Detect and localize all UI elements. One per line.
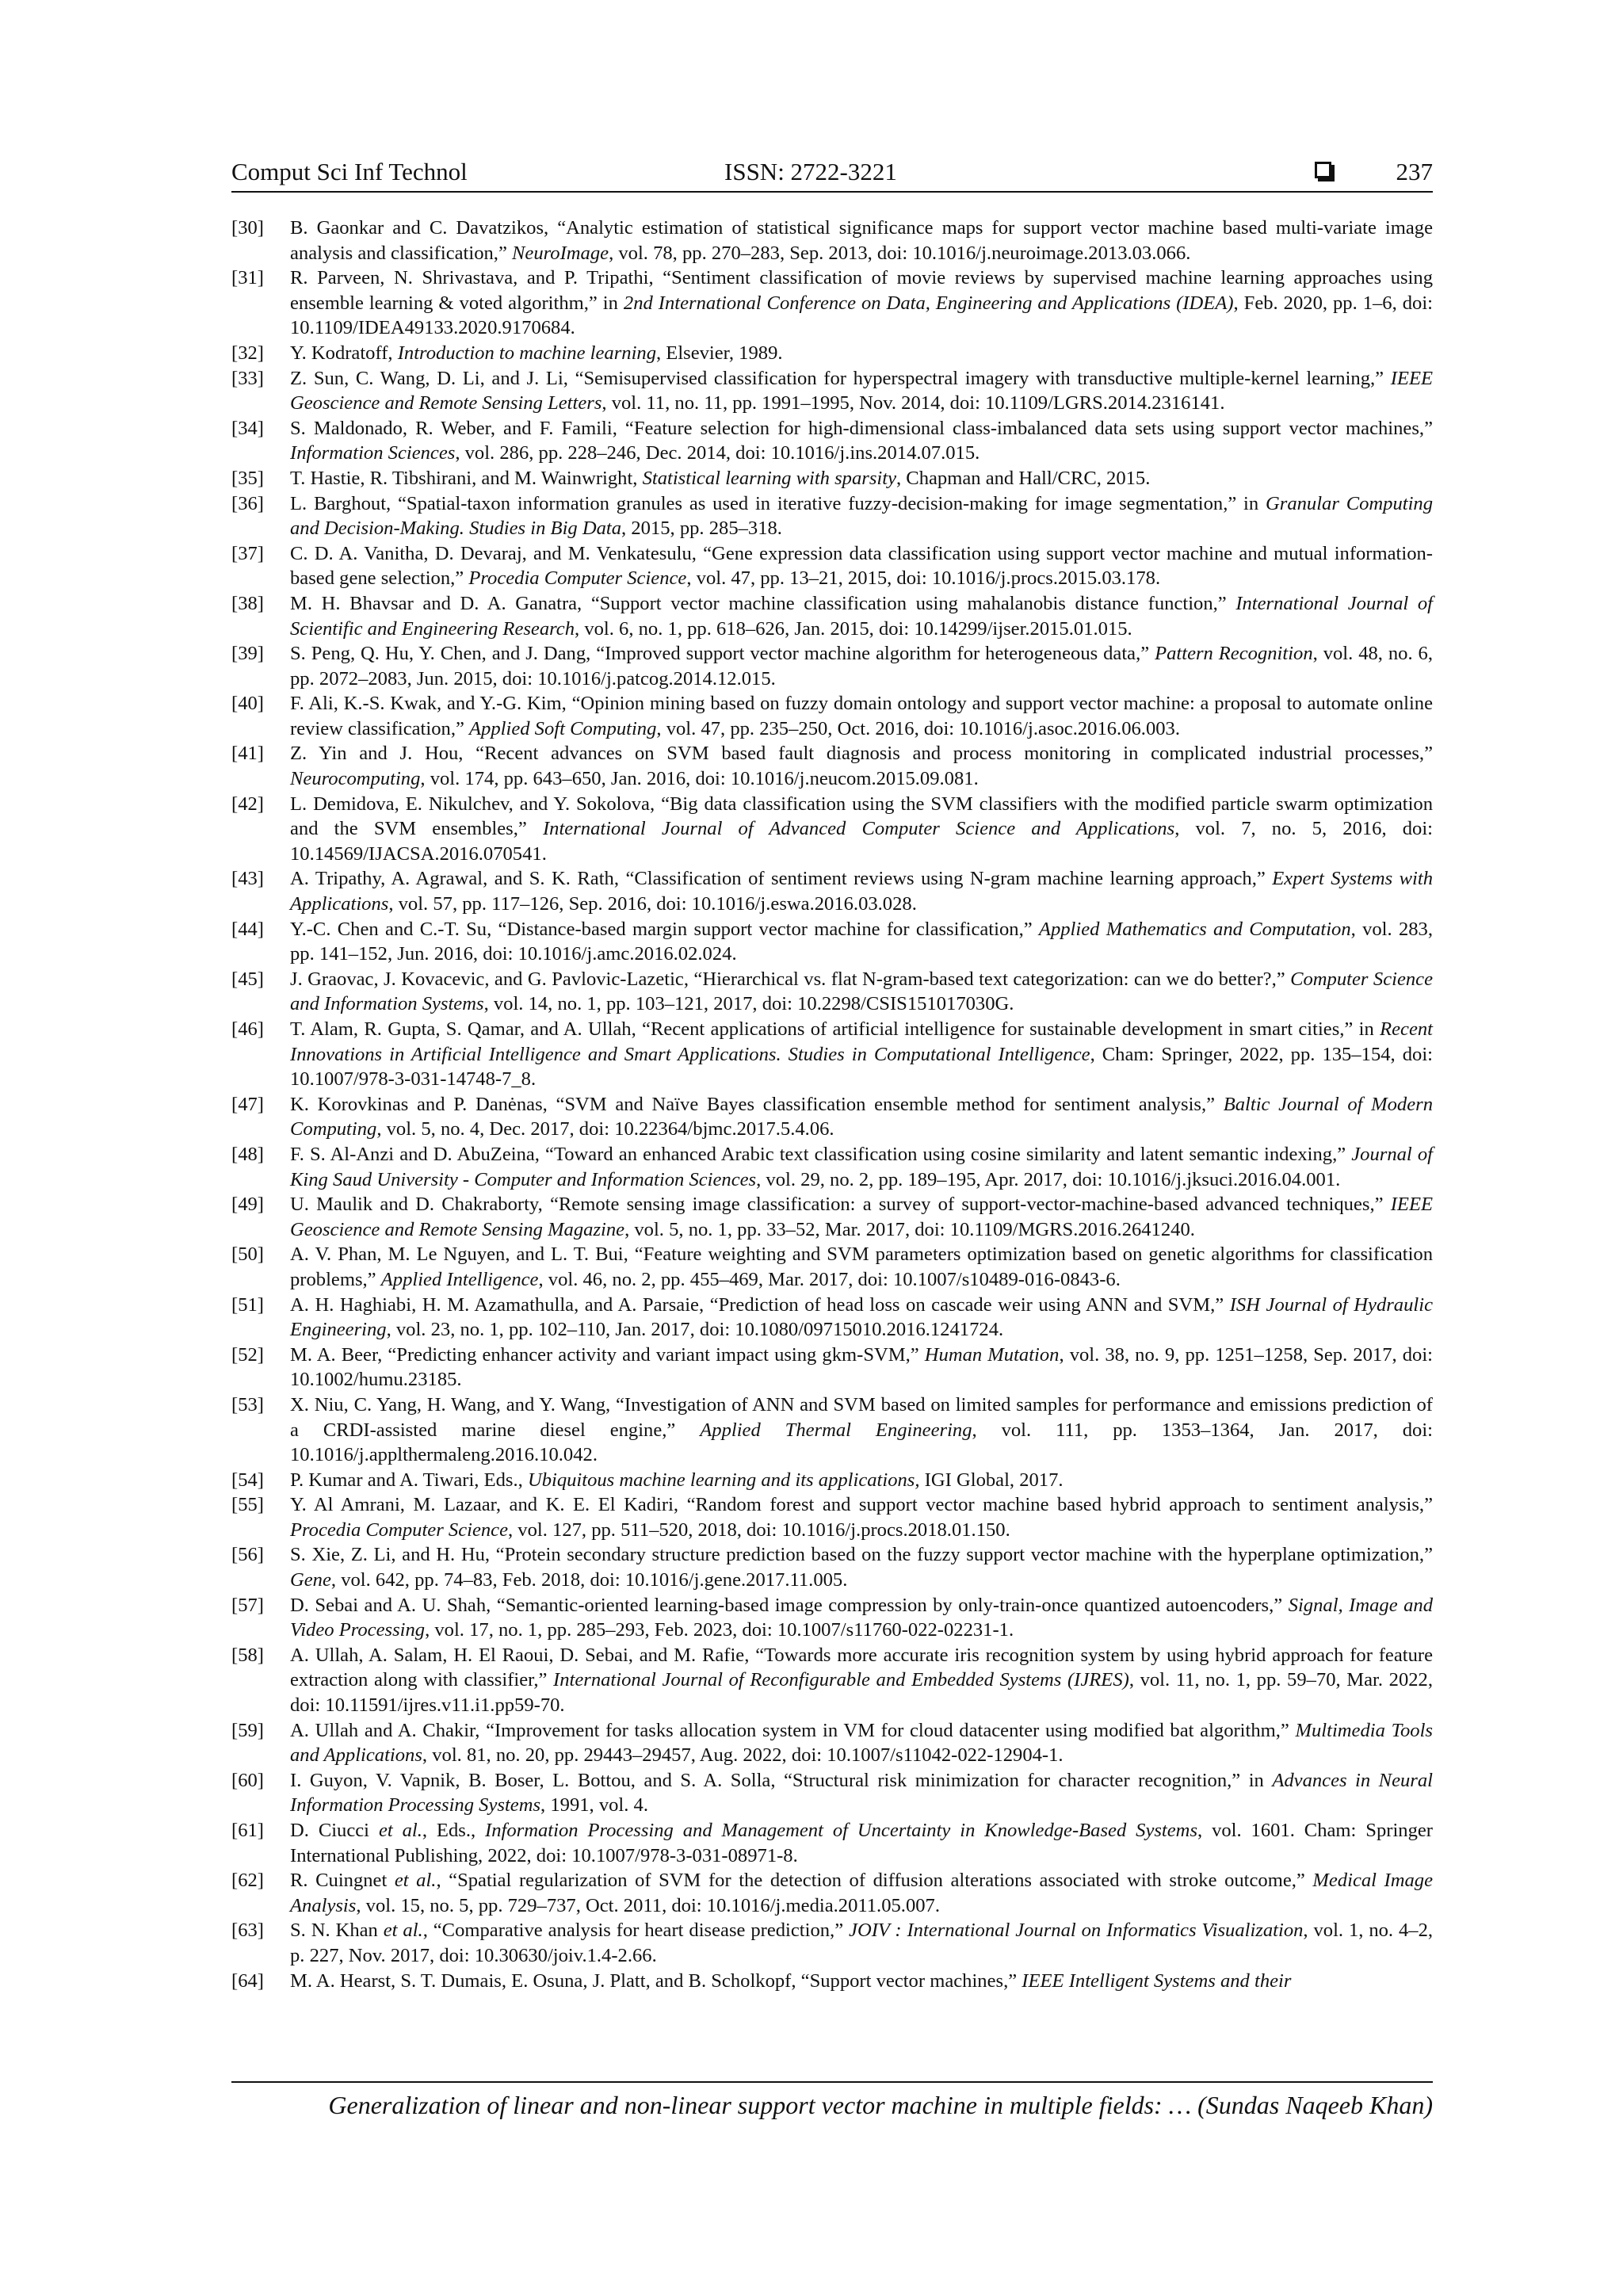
reference-text [290,541,1433,591]
reference-segment: Y. Al Amrani, M. Lazaar, and K. E. El Kadiri, “Random forest and support vector machine based hybrid approach to sentiment analysis,” [290,1494,1433,1516]
reference-item [231,741,1433,791]
reference-text [290,866,1433,916]
reference-number: [64] [231,1969,264,1992]
reference-text [290,266,1433,341]
reference-italic-segment: NeuroImage [512,242,609,264]
reference-segment: K. Korovkinas and P. Danėnas, “SVM and Naïve Bayes classification ensemble method for sentiment analysis,” [290,1093,1224,1115]
reference-italic-segment: Applied Mathematics and Computation [1038,918,1351,940]
reference-number: [48] [231,1143,264,1165]
reference-segment: , vol. 46, no. 2, pp. 455–469, Mar. 2017, doi: 10.1007/s10489-016-0843-6. [538,1268,1121,1290]
reference-segment: , vol. 7, no. 5, 2016, doi: 10.14569/IJACSA.2016.070541. [290,818,1434,865]
reference-item [231,792,1433,867]
reference-segment: , vol. 642, pp. 74–83, Feb. 2018, doi: 10.1016/j.gene.2017.11.005. [330,1569,848,1591]
reference-number: [37] [231,542,264,564]
reference-number: [47] [231,1093,264,1115]
reference-number: [45] [231,968,264,990]
reference-italic-segment: Medical Image Analysis [290,1870,1434,1916]
reference-segment: , vol. 5, no. 4, Dec. 2017, doi: 10.22364/bjmc.2017.5.4.06. [376,1118,834,1140]
reference-segment: , Elsevier, 1989. [656,342,783,364]
reference-text [290,1392,1433,1468]
reference-italic-segment: Pattern Recognition [1155,643,1313,665]
reference-segment: , vol. 29, no. 2, pp. 189–195, Apr. 2017, doi: 10.1016/j.jksuci.2016.04.001. [756,1168,1341,1190]
reference-item [231,641,1433,691]
reference-segment: , vol. 11, no. 11, pp. 1991–1995, Nov. 2014, doi: 10.1109/LGRS.2014.2316141. [601,392,1225,415]
reference-number: [35] [231,467,264,489]
reference-number: [49] [231,1194,264,1216]
reference-segment: S. Xie, Z. Li, and H. Hu, “Protein secondary structure prediction based on the fuzzy support vector machine with the hyperplane optimization,” [290,1544,1433,1566]
reference-segment: A. H. Haghiabi, H. M. Azamathulla, and A. Parsaie, “Prediction of head loss on cascade weir using ANN and SVM,” [290,1293,1230,1316]
reference-italic-segment: Procedia Computer Science [290,1519,508,1541]
reference-text [290,1142,1433,1192]
reference-italic-segment: 2nd International Conference on Data, Engineering and Applications (IDEA) [623,292,1234,314]
reference-text [290,1718,1433,1768]
reference-segment: , “Comparative analysis for heart disease prediction,” [422,1920,850,1942]
reference-italic-segment: et al. [383,1920,423,1942]
reference-text [290,491,1433,541]
reference-number: [41] [231,743,264,765]
reference-text [290,1969,1433,1994]
running-footer: Generalization of linear and non-linear support vector machine in multiple fields: … (Sundas Naqeeb Khan) [328,2091,1433,2119]
reference-item [231,266,1433,341]
reference-italic-segment: Introduction to machine learning [397,342,656,364]
reference-item [231,366,1433,416]
reference-segment: , vol. 14, no. 1, pp. 103–121, 2017, doi: 10.2298/CSIS151017030G. [483,993,1014,1015]
reference-item [231,491,1433,541]
reference-item [231,1142,1433,1192]
reference-italic-segment: et al. [378,1820,422,1841]
reference-segment: L. Demidova, E. Nikulchev, and Y. Sokolova, “Big data classification using the SVM classifiers with the modified particle swarm optimization and the SVM ensembles,” [290,793,1433,840]
reference-italic-segment: Applied Intelligence [380,1268,539,1290]
reference-text [290,1492,1433,1542]
reference-italic-segment: JOIV : International Journal on Informatics Visualization [849,1920,1304,1942]
reference-text [290,1593,1433,1643]
reference-segment: R. Cuingnet [290,1870,395,1892]
reference-segment: , vol. 15, no. 5, pp. 729–737, Oct. 2011, doi: 10.1016/j.media.2011.05.007. [356,1894,940,1916]
reference-italic-segment: et al. [394,1870,437,1892]
reference-segment: , vol. 286, pp. 228–246, Dec. 2014, doi: 10.1016/j.ins.2014.07.015. [455,442,980,464]
reference-italic-segment: Advances in Neural Information Processing Systems [290,1769,1433,1817]
reference-italic-segment: Human Mutation [924,1343,1060,1366]
reference-italic-segment: Recent Innovations in Artificial Intelligence and Smart Applications. Studies in Computational Intelligence [290,1018,1433,1065]
journal-name: Comput Sci Inf Technol [231,158,468,185]
reference-item [231,866,1433,916]
reference-item [231,1293,1433,1343]
reference-segment: , vol. 5, no. 1, pp. 33–52, Mar. 2017, doi: 10.1109/MGRS.2016.2641240. [624,1218,1195,1240]
reference-segment: , vol. 6, no. 1, pp. 618–626, Jan. 2015, doi: 10.14299/ijser.2015.01.015. [575,617,1132,640]
reference-segment: , 1991, vol. 4. [540,1794,648,1817]
reference-text [290,366,1433,416]
reference-number: [33] [231,367,264,389]
reference-number: [58] [231,1644,264,1666]
reference-text [290,641,1433,691]
reference-text [290,1192,1433,1242]
reference-italic-segment: Gene [290,1569,331,1591]
reference-segment: D. Sebai and A. U. Shah, “Semantic-oriented learning-based image compression by only-train-once quantized autoencoders,” [290,1594,1289,1616]
reference-list [231,216,1433,1993]
reference-segment: , vol. 81, no. 20, pp. 29443–29457, Aug. 2022, doi: 10.1007/s11042-022-12904-1. [422,1744,1064,1767]
reference-segment: M. A. Hearst, S. T. Dumais, E. Osuna, J. Platt, and B. Scholkopf, “Support vector machines,” [290,1969,1022,1992]
reference-italic-segment: Procedia Computer Science [468,567,687,590]
reference-text [290,967,1433,1017]
reference-text [290,216,1433,266]
square-bullet-icon [1315,162,1331,178]
reference-text [290,917,1433,967]
reference-segment: T. Hastie, R. Tibshirani, and M. Wainwright, [290,467,643,489]
reference-italic-segment: Applied Soft Computing [469,717,657,739]
issn: ISSN: 2722-3221 [724,158,897,185]
reference-segment: Y. Kodratoff, [290,342,398,364]
reference-number: [53] [231,1393,264,1415]
reference-segment: A. Ullah, A. Salam, H. El Raoui, D. Sebai, and M. Rafie, “Towards more accurate iris recognition system by using hybrid approach for feature extraction along with classifier,” [290,1644,1433,1691]
reference-item [231,1392,1433,1468]
reference-text [290,1242,1433,1292]
reference-item [231,216,1433,266]
reference-segment: , vol. 283, pp. 141–152, Jun. 2016, doi: 10.1016/j.amc.2016.02.024. [290,918,1433,965]
reference-item [231,967,1433,1017]
reference-text [290,1818,1433,1868]
reference-number: [42] [231,793,264,815]
reference-item [231,1818,1433,1868]
reference-segment: , Eds., [422,1820,486,1841]
reference-italic-segment: Information Sciences [290,442,456,464]
reference-item [231,1468,1433,1493]
reference-segment: C. D. A. Vanitha, D. Devaraj, and M. Venkatesulu, “Gene expression data classification using support vector machine and mutual information-based gene selection,” [290,542,1433,590]
reference-segment: , vol. 47, pp. 13–21, 2015, doi: 10.1016/j.procs.2015.03.178. [686,567,1161,590]
reference-segment: , vol. 11, no. 1, pp. 59–70, Mar. 2022, doi: 10.11591/ijres.v11.i1.pp59-70. [290,1669,1433,1717]
reference-italic-segment: International Journal of Advanced Computer Science and Applications [542,818,1175,840]
reference-segment: Z. Yin and J. Hou, “Recent advances on SVM based fault diagnosis and process monitoring in complicated industrial processes,” [290,743,1433,765]
reference-segment: S. Maldonado, R. Weber, and F. Famili, “Feature selection for high-dimensional class-imbalanced data sets using support vector machines,” [290,417,1433,439]
reference-number: [30] [231,217,264,239]
reference-text [290,341,1433,366]
reference-segment: Y.-C. Chen and C.-T. Su, “Distance-based margin support vector machine for classification,” [290,918,1039,940]
reference-segment: F. S. Al-Anzi and D. AbuZeina, “Toward an enhanced Arabic text classification using cosine similarity and latent semantic indexing,” [290,1143,1352,1165]
reference-segment: , vol. 48, no. 6, pp. 2072–2083, Jun. 2015, doi: 10.1016/j.patcog.2014.12.015. [290,643,1434,690]
reference-segment: , Feb. 2020, pp. 1–6, doi: 10.1109/IDEA49133.2020.9170684. [290,292,1433,339]
reference-segment: M. A. Beer, “Predicting enhancer activity and variant impact using gkm-SVM,” [290,1343,925,1366]
reference-segment: Z. Sun, C. Wang, D. Li, and J. Li, “Semisupervised classification for hyperspectral imagery with transductive multiple-kernel learning,” [290,367,1391,389]
reference-segment: , vol. 47, pp. 235–250, Oct. 2016, doi: 10.1016/j.asoc.2016.06.003. [656,717,1180,739]
reference-segment: , Cham: Springer, 2022, pp. 135–154, doi: 10.1007/978-3-031-14748-7_8. [290,1043,1433,1091]
reference-item [231,1343,1433,1392]
reference-text [290,1868,1433,1918]
reference-italic-segment: ISH Journal of Hydraulic Engineering [290,1293,1433,1341]
reference-segment: T. Alam, R. Gupta, S. Qamar, and A. Ullah, “Recent applications of artificial intelligence for sustainable development in smart cities,” in [290,1018,1381,1040]
reference-text [290,741,1433,791]
reference-item [231,1242,1433,1292]
reference-segment: , vol. 17, no. 1, pp. 285–293, Feb. 2023, doi: 10.1007/s11760-022-02231-1. [425,1619,1014,1641]
reference-segment: I. Guyon, V. Vapnik, B. Boser, L. Bottou, and S. A. Solla, “Structural risk minimization for character recognition,” in [290,1769,1273,1791]
reference-number: [60] [231,1769,264,1791]
reference-italic-segment: Applied Thermal Engineering [700,1419,972,1441]
reference-text [290,591,1433,641]
reference-segment: F. Ali, K.-S. Kwak, and Y.-G. Kim, “Opinion mining based on fuzzy domain ontology and support vector machine: a proposal to automate online review classification,” [290,693,1433,739]
reference-item [231,691,1433,741]
reference-segment: , vol. 38, no. 9, pp. 1251–1258, Sep. 2017, doi: 10.1002/humu.23185. [290,1343,1434,1391]
reference-italic-segment: Information Processing and Management of Uncertainty in Knowledge-Based Systems [485,1820,1198,1841]
page-number: 237 [1396,158,1433,185]
reference-text [290,1293,1433,1343]
reference-item [231,1542,1433,1592]
reference-segment: J. Graovac, J. Kovacevic, and G. Pavlovic-Lazetic, “Hierarchical vs. flat N-gram-based text categorization: can we do better?,” [290,968,1291,990]
reference-text [290,1343,1433,1392]
reference-text [290,1643,1433,1718]
reference-segment: S. Peng, Q. Hu, Y. Chen, and J. Dang, “Improved support vector machine algorithm for heterogeneous data,” [290,643,1155,665]
reference-segment: , vol. 127, pp. 511–520, 2018, doi: 10.1016/j.procs.2018.01.150. [508,1519,1010,1541]
reference-segment: B. Gaonkar and C. Davatzikos, “Analytic estimation of statistical significance maps for support vector machine based multi-variate image analysis and classification,” [290,217,1433,264]
reference-segment: IGI Global, 2017. [919,1469,1064,1491]
reference-italic-segment: IEEE Intelligent Systems and their [1022,1969,1292,1992]
reference-segment: X. Niu, C. Yang, H. Wang, and Y. Wang, “Investigation of ANN and SVM based on limited samples for performance and emissions prediction of a CRDI-assisted marine diesel engine,” [290,1393,1433,1441]
reference-number: [34] [231,417,264,439]
footer-rule [231,2081,1433,2083]
reference-item [231,1969,1433,1994]
reference-item [231,1092,1433,1142]
reference-segment: , vol. 57, pp. 117–126, Sep. 2016, doi: 10.1016/j.eswa.2016.03.028. [388,893,917,915]
reference-segment: , vol. 111, pp. 1353–1364, Jan. 2017, doi: 10.1016/j.applthermaleng.2016.10.042. [290,1419,1433,1466]
reference-segment: , vol. 1, no. 4–2, p. 227, Nov. 2017, doi: 10.30630/joiv.1.4-2.66. [290,1920,1434,1966]
reference-item [231,1492,1433,1542]
reference-italic-segment: Computer Science and Information Systems [290,968,1433,1015]
reference-item [231,1593,1433,1643]
reference-text [290,691,1433,741]
reference-number: [52] [231,1343,264,1366]
reference-italic-segment: Signal, Image and Video Processing [290,1594,1434,1641]
reference-item [231,1643,1433,1718]
reference-text [290,792,1433,867]
reference-text [290,1542,1433,1592]
reference-text [290,1468,1433,1493]
reference-number: [32] [231,342,264,364]
reference-text [290,1017,1433,1092]
reference-number: [57] [231,1594,264,1616]
reference-number: [56] [231,1544,264,1566]
reference-item [231,1718,1433,1768]
reference-segment: , vol. 23, no. 1, pp. 102–110, Jan. 2017, doi: 10.1080/09715010.2016.1241724. [386,1319,1004,1341]
reference-number: [43] [231,868,264,890]
reference-segment: A. Ullah and A. Chakir, “Improvement for tasks allocation system in VM for cloud datacenter using modified bat algorithm,” [290,1719,1296,1741]
reference-text [290,466,1433,491]
reference-number: [40] [231,693,264,715]
reference-italic-segment: Journal of King Saud University - Computer and Information Sciences [290,1143,1433,1190]
reference-text [290,1918,1433,1968]
reference-segment: D. Ciucci [290,1820,379,1841]
reference-number: [44] [231,918,264,940]
reference-segment: L. Barghout, “Spatial-taxon information granules as used in iterative fuzzy-decision-making for image segmentation,” in [290,492,1266,514]
reference-item [231,1768,1433,1818]
reference-text [290,1768,1433,1818]
reference-segment: , vol. 1601. Cham: Springer International Publishing, 2022, doi: 10.1007/978-3-031-08971-8. [290,1820,1433,1866]
reference-italic-segment: Baltic Journal of Modern Computing [290,1093,1433,1140]
reference-italic-segment: Ubiquitous machine learning and its applications, [527,1469,920,1491]
reference-number: [62] [231,1870,264,1892]
reference-segment: U. Maulik and D. Chakraborty, “Remote sensing image classification: a survey of support-vector-machine-based advanced techniques,” [290,1194,1391,1216]
reference-italic-segment: Multimedia Tools and Applications [290,1719,1433,1767]
reference-italic-segment: International Journal of Scientific and Engineering Research [290,592,1433,640]
reference-segment: A. V. Phan, M. Le Nguyen, and L. T. Bui, “Feature weighting and SVM parameters optimization based on genetic algorithms for classification problems,” [290,1244,1433,1290]
reference-segment: M. H. Bhavsar and D. A. Ganatra, “Support vector machine classification using mahalanobis distance function,” [290,592,1236,614]
reference-item [231,416,1433,466]
page-header [231,155,1433,189]
reference-segment: A. Tripathy, A. Agrawal, and S. K. Rath, “Classification of sentiment reviews using N-gram machine learning approach,” [290,868,1273,890]
reference-item [231,1017,1433,1092]
reference-text [290,1092,1433,1142]
reference-number: [38] [231,592,264,614]
reference-item [231,341,1433,366]
reference-number: [39] [231,643,264,665]
reference-item [231,541,1433,591]
reference-italic-segment: International Journal of Reconfigurable and Embedded Systems (IJRES) [553,1669,1129,1691]
reference-number: [59] [231,1719,264,1741]
reference-italic-segment: Expert Systems with Applications [290,868,1433,915]
reference-segment: , 2015, pp. 285–318. [621,518,782,540]
reference-segment: , vol. 78, pp. 270–283, Sep. 2013, doi: 10.1016/j.neuroimage.2013.03.066. [609,242,1191,264]
reference-number: [61] [231,1820,264,1841]
reference-number: [50] [231,1244,264,1266]
reference-segment: , vol. 174, pp. 643–650, Jan. 2016, doi: 10.1016/j.neucom.2015.09.081. [420,768,979,790]
reference-italic-segment: IEEE Geoscience and Remote Sensing Magazine [290,1194,1433,1240]
reference-italic-segment: IEEE Geoscience and Remote Sensing Letters [290,367,1433,415]
reference-segment: , “Spatial regularization of SVM for the detection of diffusion alterations associated with stroke outcome,” [436,1870,1313,1892]
reference-item [231,466,1433,491]
reference-number: [31] [231,267,264,289]
reference-number: [54] [231,1469,264,1491]
reference-segment: S. N. Khan [290,1920,384,1942]
reference-segment: , Chapman and Hall/CRC, 2015. [896,467,1151,489]
reference-item [231,1192,1433,1242]
reference-item [231,1918,1433,1968]
reference-number: [63] [231,1920,264,1942]
reference-number: [46] [231,1018,264,1040]
reference-segment: R. Parveen, N. Shrivastava, and P. Tripathi, “Sentiment classification of movie reviews by supervised machine learning approaches using ensemble learning & voted algorithm,” in [290,267,1433,314]
reference-number: [51] [231,1293,264,1316]
reference-number: [55] [231,1494,264,1516]
reference-item [231,917,1433,967]
reference-segment: P. Kumar and A. Tiwari, Eds., [290,1469,528,1491]
reference-italic-segment: Statistical learning with sparsity [642,467,896,489]
reference-italic-segment: Neurocomputing [290,768,421,790]
reference-number: [36] [231,492,264,514]
reference-text [290,416,1433,466]
reference-item [231,1868,1433,1918]
reference-item [231,591,1433,641]
reference-italic-segment: Granular Computing and Decision-Making. Studies in Big Data [290,492,1434,540]
header-rule [231,191,1433,193]
